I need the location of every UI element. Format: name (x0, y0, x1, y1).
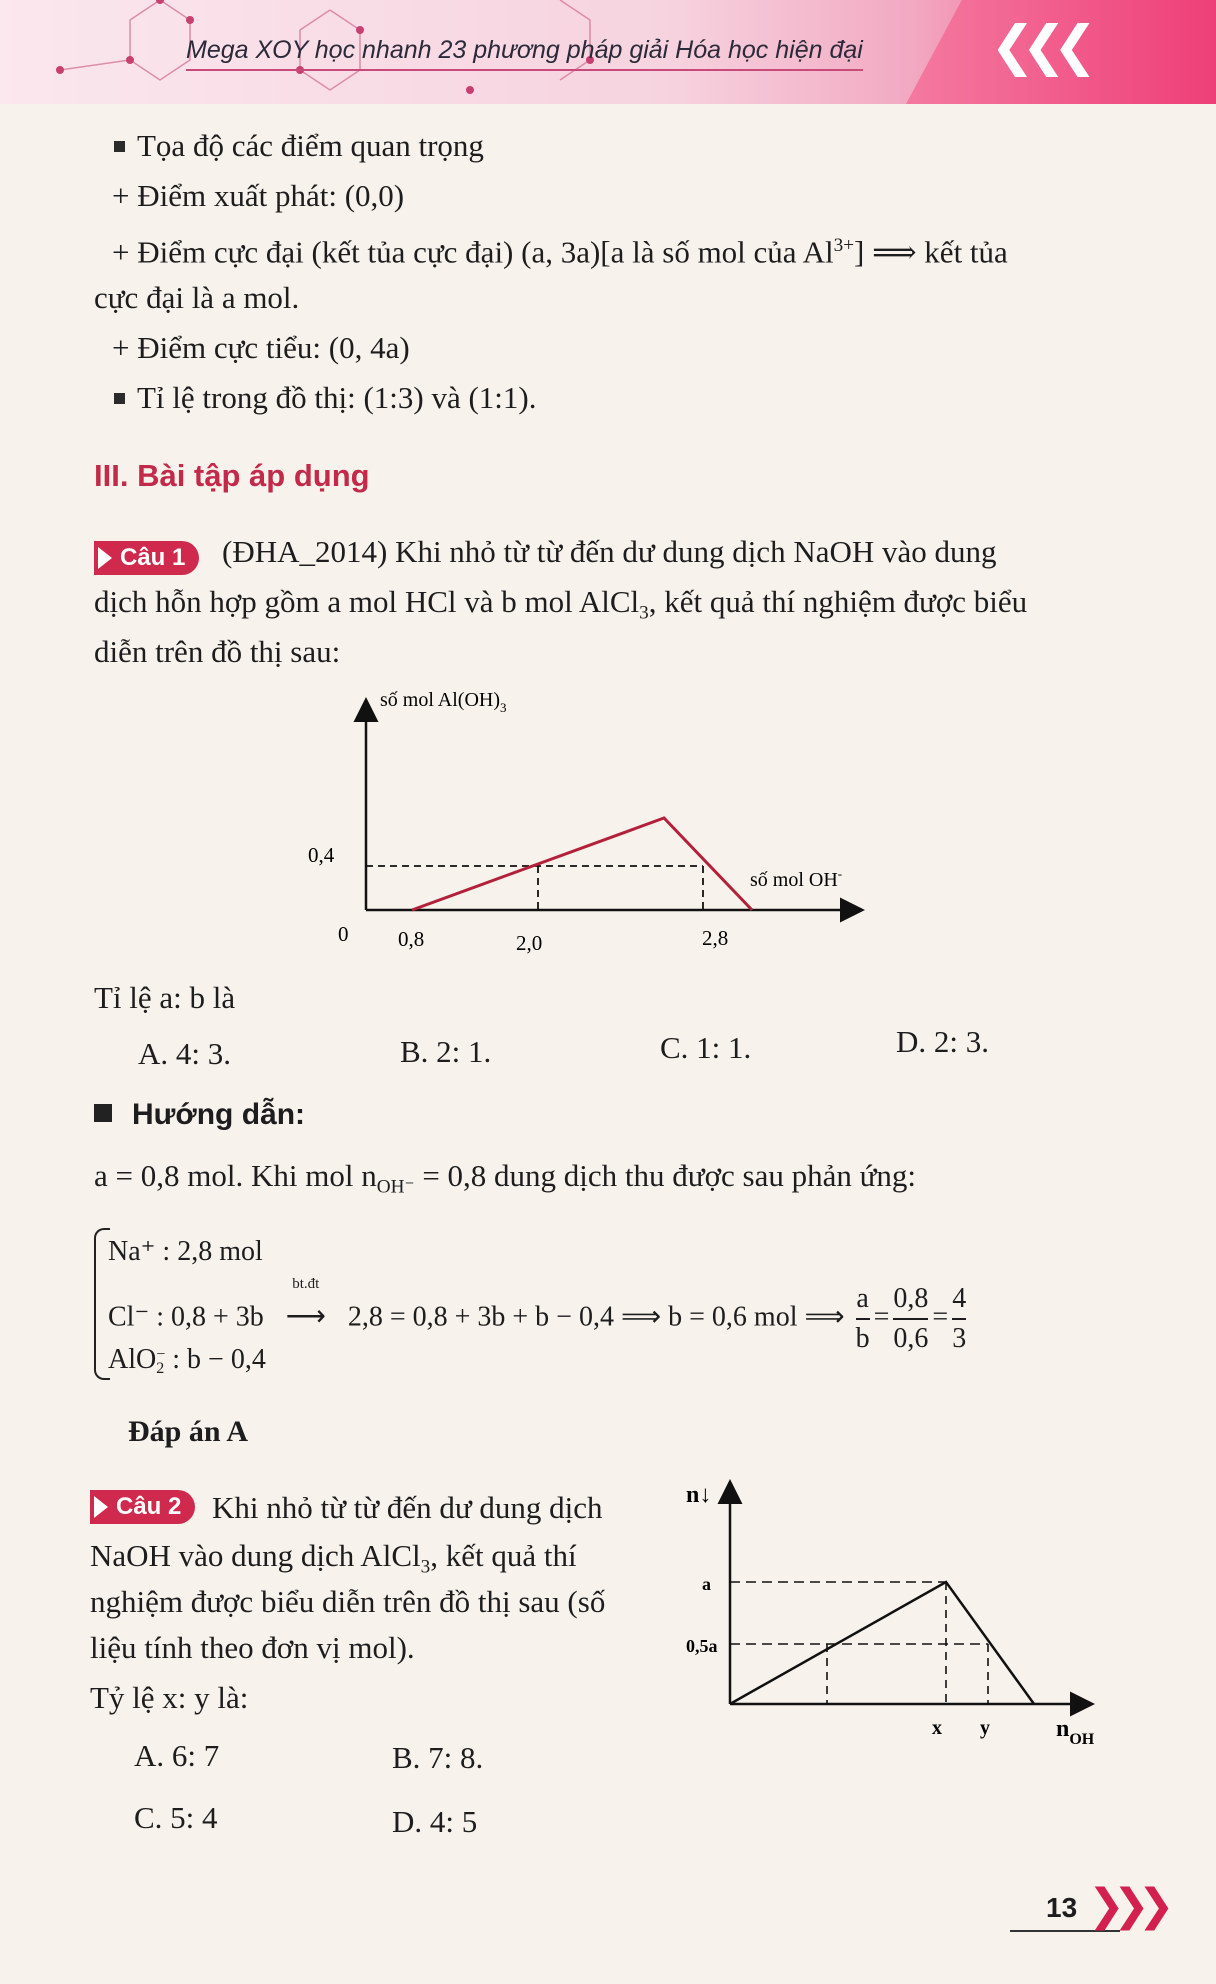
section-title: III. Bài tập áp dụng (94, 458, 370, 493)
system-line-na: Na⁺ : 2,8 mol (108, 1236, 263, 1267)
fraction-a-b: $\frac{a}{b}$ (856, 1280, 870, 1358)
book-title: Mega XOY học nhanh 23 phương pháp giải Hóa học hiện đại (186, 36, 863, 71)
y-axis-label: n↓ (686, 1482, 712, 1508)
page-header (0, 0, 1216, 104)
x-tick-x: x (932, 1717, 942, 1739)
q2-text-line1: Khi nhỏ từ từ đến dư dung dịch (212, 1490, 603, 1525)
fraction-4-3: $\frac{4}{3}$ (952, 1280, 966, 1358)
q1-option-b[interactable]: B. 2: 1. (400, 1034, 492, 1069)
q1-ask: Tỉ lệ a: b là (94, 980, 236, 1015)
x-axis-label: số mol OH- (750, 866, 843, 891)
x-tick-2-0: 2,0 (516, 931, 543, 955)
y-tick-0-5a: 0,5a (686, 1636, 718, 1656)
q2-option-b[interactable]: B. 7: 8. (392, 1740, 484, 1775)
max-point-line: + Điểm cực đại (kết tủa cực đại) (a, 3a)[a là số mol của $Al^{3+}$] ⟹ kết tủa (112, 234, 1008, 270)
q1-option-a[interactable]: A. 4: 3. (138, 1036, 231, 1071)
guide-line1: a = 0,8 mol. Khi mol $n_{OH^-} = 0,8$ dung dịch thu được sau phản ứng: (94, 1158, 916, 1198)
bullet-ratio: Tỉ lệ trong đồ thị: (1:3) và (1:1). (114, 378, 536, 418)
origin-label: 0 (338, 922, 349, 946)
q1-text-line2: dịch hỗn hợp gồm a mol HCl và b mol AlCl$_3$, kết quả thí nghiệm được biểu (94, 584, 1028, 624)
system-line-cl: Cl⁻ : 0,8 + 3b bt.đt ⟶ 2,8 = 0,8 + 3b + b − 0,4 ⟹ b = 0,6 mol ⟹ $\frac{a}{b}$ = $\frac{0,8}{0,6}$ = $\frac{4}{3}$ (108, 1280, 970, 1358)
arrow-label: bt.đt (292, 1276, 320, 1293)
question-1-badge: Câu 1 (94, 541, 199, 575)
page-chevron-icon: ❯❯❯ (1088, 1880, 1163, 1931)
q2-option-a[interactable]: A. 6: 7 (134, 1738, 220, 1773)
y-tick-0-4: 0,4 (308, 843, 335, 867)
q2-text-line4: liệu tính theo đơn vị mol). (90, 1630, 415, 1665)
x-axis-label: $n_{OH}$ (1056, 1716, 1095, 1748)
q2-text-line2: NaOH vào dung dịch AlCl$_3$, kết quả thí (90, 1538, 577, 1578)
guide-title: Hướng dẫn: (94, 1098, 305, 1132)
y-axis-label: số mol $Al(OH)_3$ (380, 689, 507, 715)
q1-text-line3: diễn trên đồ thị sau: (94, 634, 341, 669)
q2-ask: Tỷ lệ x: y là: (90, 1680, 249, 1715)
chart-1 (290, 680, 890, 970)
double-chevron-icon: ❮❮❮ (990, 14, 1084, 77)
q2-option-d[interactable]: D. 4: 5 (392, 1804, 478, 1839)
answer-label: Đáp án A (128, 1415, 249, 1448)
q1-option-c[interactable]: C. 1: 1. (660, 1030, 752, 1065)
bullet-key-points: Tọa độ các điểm quan trọng (114, 126, 484, 166)
precipitate-curve (730, 1582, 1034, 1704)
question-2-badge: Câu 2 (90, 1490, 195, 1524)
system-line-alo2: AlO − 2 : b − 0,4 (108, 1344, 266, 1377)
x-tick-2-8: 2,8 (702, 926, 729, 950)
precipitate-curve (412, 818, 752, 910)
min-point-line: + Điểm cực tiểu: (0, 4a) (112, 330, 410, 365)
q2-option-c[interactable]: C. 5: 4 (134, 1800, 218, 1835)
q1-option-d[interactable]: D. 2: 3. (896, 1024, 989, 1059)
fraction-0-8-0-6: $\frac{0,8}{0,6}$ (893, 1280, 928, 1358)
start-point-line: + Điểm xuất phát: (0,0) (112, 178, 405, 213)
q1-text-line1: (ĐHA_2014) Khi nhỏ từ từ đến dư dung dịch NaOH vào dung (222, 534, 997, 569)
x-tick-y: y (980, 1717, 990, 1739)
max-point-line-cont: cực đại là a mol. (94, 280, 300, 315)
chart-2 (670, 1472, 1110, 1752)
page-number: 13 (1046, 1892, 1078, 1923)
q2-text-line3: nghiệm được biểu diễn trên đồ thị sau (số (90, 1584, 606, 1619)
x-tick-0-8: 0,8 (398, 927, 425, 951)
y-tick-a: a (702, 1574, 711, 1594)
